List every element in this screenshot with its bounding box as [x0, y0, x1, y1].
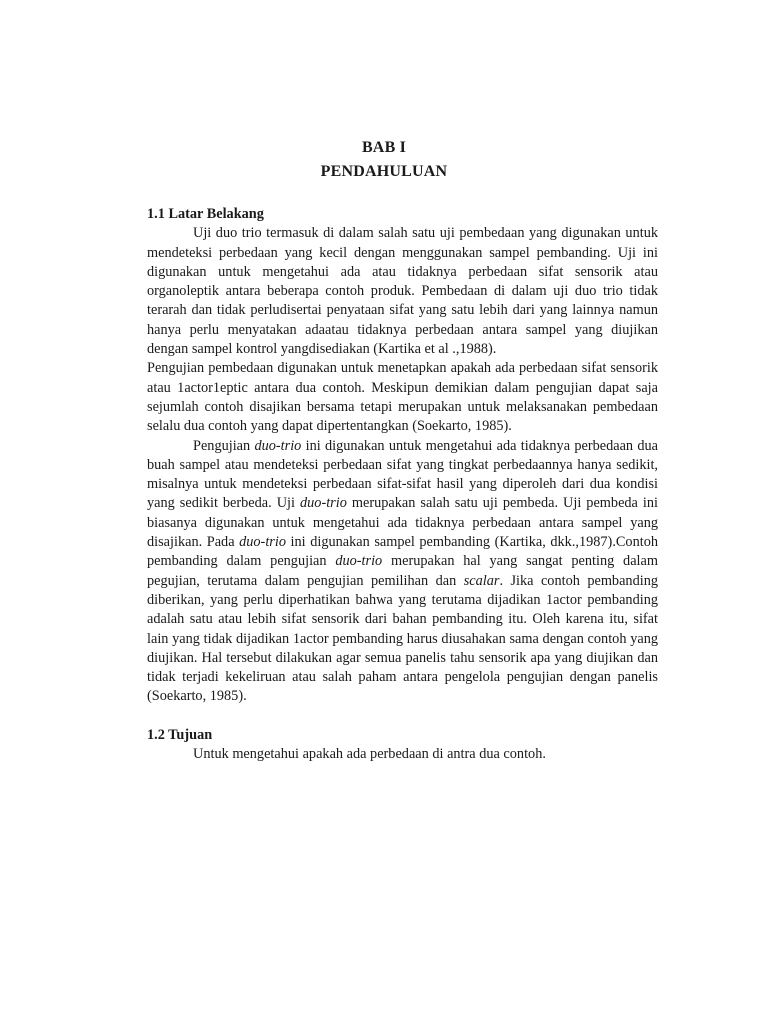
paragraph-tujuan: Untuk mengetahui apakah ada perbedaan di antra dua contoh.: [193, 746, 546, 763]
italic-term: duo-trio: [335, 553, 383, 570]
italic-term: duo-trio: [254, 437, 302, 454]
text-run: ini digunakan sampel pembanding (Kartika, dkk.,1987).Contoh pembanding dalam pengujian: [147, 534, 658, 570]
text-run: merupakan salah satu uji pembeda. Uji pembeda ini biasanya digunakan untuk mengetahui ada tidaknya perbedaan antara sampel yang disajikan. Pada: [147, 495, 658, 551]
text-run: Pengujian: [193, 437, 255, 454]
text-run: merupakan hal yang sangat penting dalam pegujian, terutama dalam pengujian pemilihan dan: [147, 553, 658, 589]
section-heading-tujuan: 1.2 Tujuan: [147, 726, 213, 743]
section-spacer: [147, 707, 658, 726]
text-run: . Jika contoh pembanding diberikan, yang perlu diperhatikan bahwa yang terutama dijadikan 1actor pembanding adalah satu atau lebih sifat sensorik dari bahan pembanding itu. Oleh karena itu, sifat lain yang tidak dijadikan 1actor pembanding harus diusahakan sama dengan contoh yang diujikan. Hal tersebut dilakukan agar semua panelis tahu sensorik apa yang diujikan dan tidak terjadi kekeliruan atau salah paham antara pengelola pengujian dengan panelis (Soekarto, 1985).: [147, 572, 658, 705]
paragraph-3: [147, 437, 658, 707]
italic-term: duo-trio: [300, 495, 347, 512]
paragraph-1: Uji duo trio termasuk di dalam salah satu uji pembedaan yang digunakan untuk mendeteksi perbedaan yang kecil dengan menggunakan sampel pembanding. Uji ini digunakan untuk mengetahui ada atau tidaknya perbedaan sifat sensorik atau organoleptik antara beberapa contoh produk. Pembedaan di dalam uji duo trio tidak terarah dan tidak perludisertai penyataan sifat yang satu lebih dari yang lainnya namun hanya perlu menyatakan adaatau tidaknya perbedaan antara sampel yang diujikan dengan sampel kontrol yangdisediakan (Kartika et al .,1988).: [147, 225, 658, 358]
italic-term: scalar: [463, 572, 500, 589]
chapter-title-block: [0, 136, 768, 184]
text-run: ini digunakan untuk mengetahui ada tidaknya perbedaan dua buah sampel atau mendeteksi perbedaan sifat yang tingkat perbedaannya hanya sedikit, misalnya untuk mendeteksi perbedaan sifat-sifat hasil yang diperoleh dari dua kondisi yang sedikit berbeda. Uji: [147, 437, 658, 512]
document-body: [147, 205, 658, 764]
paragraph-2: Pengujian pembedaan digunakan untuk menetapkan apakah ada perbedaan sifat sensorik atau 1actor1eptic antara dua contoh. Meskipun demikian dalam pengujian dapat saja sejumlah contoh disajikan bersama tetapi merupakan untuk melaksanakan pembedaan selalu dua contoh yang dapat dipertentangkan (Soekarto, 1985).: [147, 360, 658, 435]
chapter-title: PENDAHULUAN: [320, 163, 448, 180]
chapter-number: BAB I: [361, 139, 407, 156]
section-heading-latar-belakang: 1.1 Latar Belakang: [147, 206, 264, 222]
italic-term: duo-trio: [239, 534, 286, 551]
